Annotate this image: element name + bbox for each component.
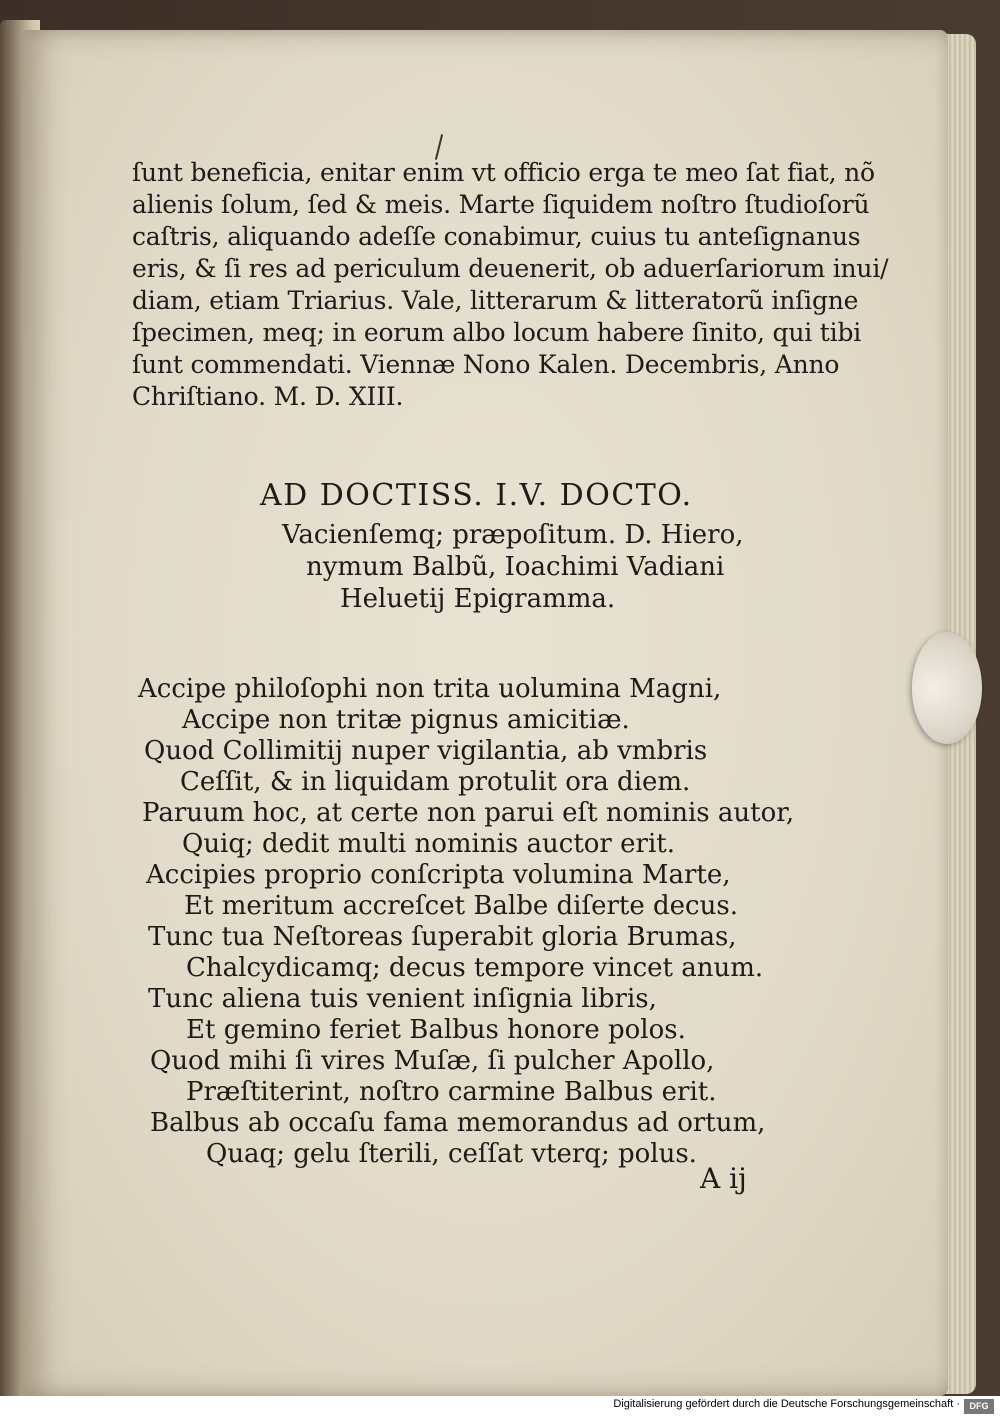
prose-line: Chriſtiano. M. D. XIII. bbox=[132, 382, 404, 411]
poem-line: Balbus ab occaſu fama memorandus ad ortum, bbox=[150, 1108, 766, 1138]
page-marker-clip bbox=[912, 632, 982, 744]
poem-line: Præſtiterint, noſtro carmine Balbus erit. bbox=[186, 1077, 717, 1107]
poem-line: Chalcydicamq; decus tempore vincet anum. bbox=[186, 953, 764, 983]
poem-line: Accipe non tritæ pignus amicitiæ. bbox=[182, 705, 630, 735]
prose-line: caſtris, aliquando adeſſe conabimur, cuius tu anteſignanus bbox=[132, 222, 861, 251]
poem-line: Accipe philoſophi non trita uolumina Magni, bbox=[138, 674, 722, 704]
heading-title: AD DOCTISS. I.V. DOCTO. bbox=[260, 478, 693, 513]
prose-line: ſunt commendati. Viennæ Nono Kalen. Decembris, Anno bbox=[132, 350, 840, 379]
poem-line: Paruum hoc, at certe non parui eſt nominis autor, bbox=[142, 798, 795, 828]
poem-line: Tunc tua Neſtoreas ſuperabit gloria Brumas, bbox=[148, 922, 737, 952]
prose-line: diam, etiam Triarius. Vale, litterarum & litteratorũ inſigne bbox=[132, 286, 859, 315]
poem-line: Quod mihi ſi vires Muſæ, ſi pulcher Apollo, bbox=[150, 1046, 715, 1076]
prose-line: ſpecimen, meq; in eorum albo locum habere ſinito, qui tibi bbox=[132, 318, 862, 347]
prose-line: ſunt beneficia, enitar enim vt officio erga te meo ſat fiat, nõ bbox=[132, 158, 875, 187]
digitization-footer bbox=[0, 1396, 1000, 1418]
signature-mark: A ij bbox=[700, 1162, 747, 1195]
footer-credit: Digitalisierung gefördert durch die Deutsche Forschungsgemeinschaft · bbox=[613, 1398, 960, 1410]
dfg-logo-icon: DFG bbox=[964, 1399, 994, 1414]
prose-line: alienis ſolum, ſed & meis. Marte ſiquidem noſtro ſtudioſorũ bbox=[132, 190, 870, 219]
heading-subline: Heluetij Epigramma. bbox=[340, 584, 616, 614]
poem-line: Et meritum accreſcet Balbe diſerte decus. bbox=[184, 891, 738, 921]
poem-line: Tunc aliena tuis venient inſignia libris, bbox=[148, 984, 657, 1014]
heading-subline: nymum Balbũ, Ioachimi Vadiani bbox=[306, 552, 725, 582]
heading-subline: Vacienſemq; præpoſitum. D. Hiero, bbox=[282, 520, 744, 550]
poem-line: Ceſſit, & in liquidam protulit ora diem. bbox=[180, 767, 691, 797]
prose-line: eris, & ſi res ad periculum deuenerit, ob aduerſariorum inui/ bbox=[132, 254, 889, 283]
poem-line: Quiq; dedit multi nominis auctor erit. bbox=[182, 829, 675, 859]
poem-line: Quod Collimitij nuper vigilantia, ab vmbris bbox=[144, 736, 708, 766]
poem-line: Et gemino feriet Balbus honore polos. bbox=[186, 1015, 686, 1045]
poem-line: Quaq; gelu ſterili, ceſſat vterq; polus. bbox=[206, 1139, 697, 1169]
poem-line: Accipies proprio conſcripta volumina Marte, bbox=[146, 860, 731, 890]
